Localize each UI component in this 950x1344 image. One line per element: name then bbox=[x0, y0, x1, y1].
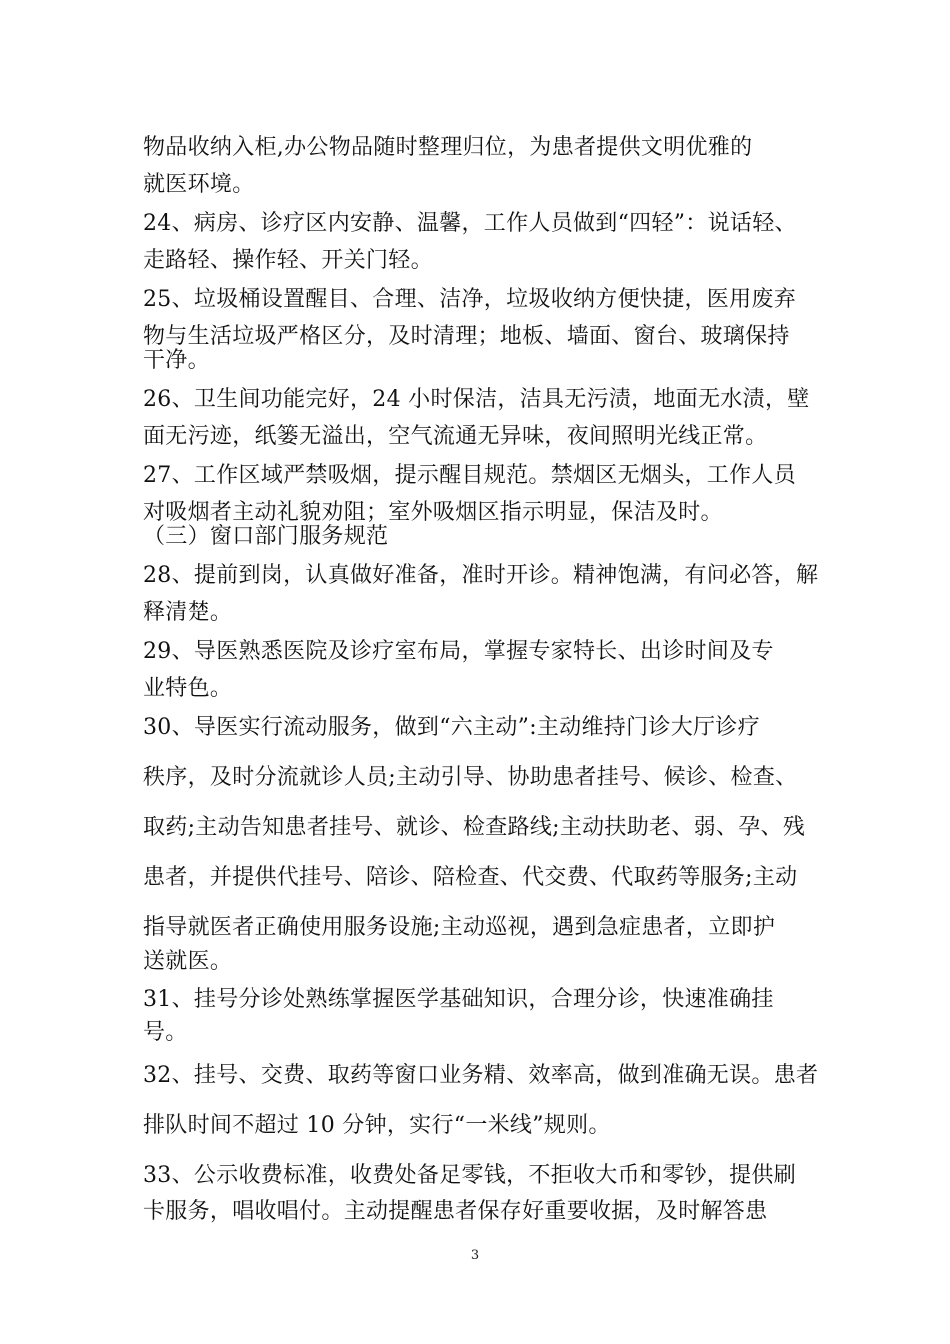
text-line: 27、工作区域严禁吸烟，提示醒目规范。禁烟区无烟头，工作人员 bbox=[143, 463, 796, 488]
text-line: 号。 bbox=[143, 1020, 188, 1045]
text-line: 走路轻、操作轻、开关门轻。 bbox=[143, 248, 433, 273]
text-line: 26、卫生间功能完好，24 小时保洁，洁具无污渍，地面无水渍，壁 bbox=[143, 387, 810, 412]
text-line: 秩序，及时分流就诊人员;主动引导、协助患者挂号、候诊、检查、 bbox=[143, 765, 798, 790]
text-line: 患者，并提供代挂号、陪诊、陪检查、代交费、代取药等服务;主动 bbox=[143, 865, 798, 890]
text-line: 干净。 bbox=[143, 348, 210, 373]
text-line: 31、挂号分诊处熟练掌握医学基础知识，合理分诊，快速准确挂 bbox=[143, 987, 774, 1012]
text-line: 排队时间不超过 10 分钟，实行“一米线”规则。 bbox=[143, 1113, 611, 1138]
page-number: 3 bbox=[470, 1248, 480, 1263]
text-line: 25、垃圾桶设置醒目、合理、洁净，垃圾收纳方便快捷，医用废弃 bbox=[143, 287, 796, 312]
text-line: 32、挂号、交费、取药等窗口业务精、效率高，做到准确无误。患者 bbox=[143, 1063, 819, 1088]
text-line: 取药;主动告知患者挂号、就诊、检查路线;主动扶助老、弱、孕、残 bbox=[143, 815, 806, 840]
text-line: 物与生活垃圾严格区分，及时清理；地板、墙面、窗台、玻璃保持 bbox=[143, 324, 790, 349]
text-line: 业特色。 bbox=[143, 676, 233, 701]
text-line: 面无污迹，纸篓无溢出，空气流通无异味，夜间照明光线正常。 bbox=[143, 424, 768, 449]
section-heading: （三）窗口部门服务规范 bbox=[143, 524, 389, 549]
text-line: 33、公示收费标准，收费处备足零钱，不拒收大币和零钞，提供刷 bbox=[143, 1163, 796, 1188]
text-line: 30、导医实行流动服务，做到“六主动”:主动维持门诊大厅诊疗 bbox=[143, 715, 760, 740]
text-line: 卡服务，唱收唱付。主动提醒患者保存好重要收据，及时解答患 bbox=[143, 1199, 768, 1224]
text-line: 24、病房、诊疗区内安静、温馨，工作人员做到“四轻”：说话轻、 bbox=[143, 211, 797, 236]
text-line: 28、提前到岗，认真做好准备，准时开诊。精神饱满，有问必答，解 bbox=[143, 563, 819, 588]
text-line: 对吸烟者主动礼貌劝阻；室外吸烟区指示明显，保洁及时。 bbox=[143, 500, 723, 525]
text-line: 指导就医者正确使用服务设施;主动巡视，遇到急症患者，立即护 bbox=[143, 915, 776, 940]
text-line: 送就医。 bbox=[143, 949, 233, 974]
text-line: 就医环境。 bbox=[143, 172, 255, 197]
text-line: 物品收纳入柜,办公物品随时整理归位，为患者提供文明优雅的 bbox=[143, 135, 753, 160]
text-line: 释清楚。 bbox=[143, 600, 233, 625]
text-line: 29、导医熟悉医院及诊疗室布局，掌握专家特长、出诊时间及专 bbox=[143, 639, 774, 664]
